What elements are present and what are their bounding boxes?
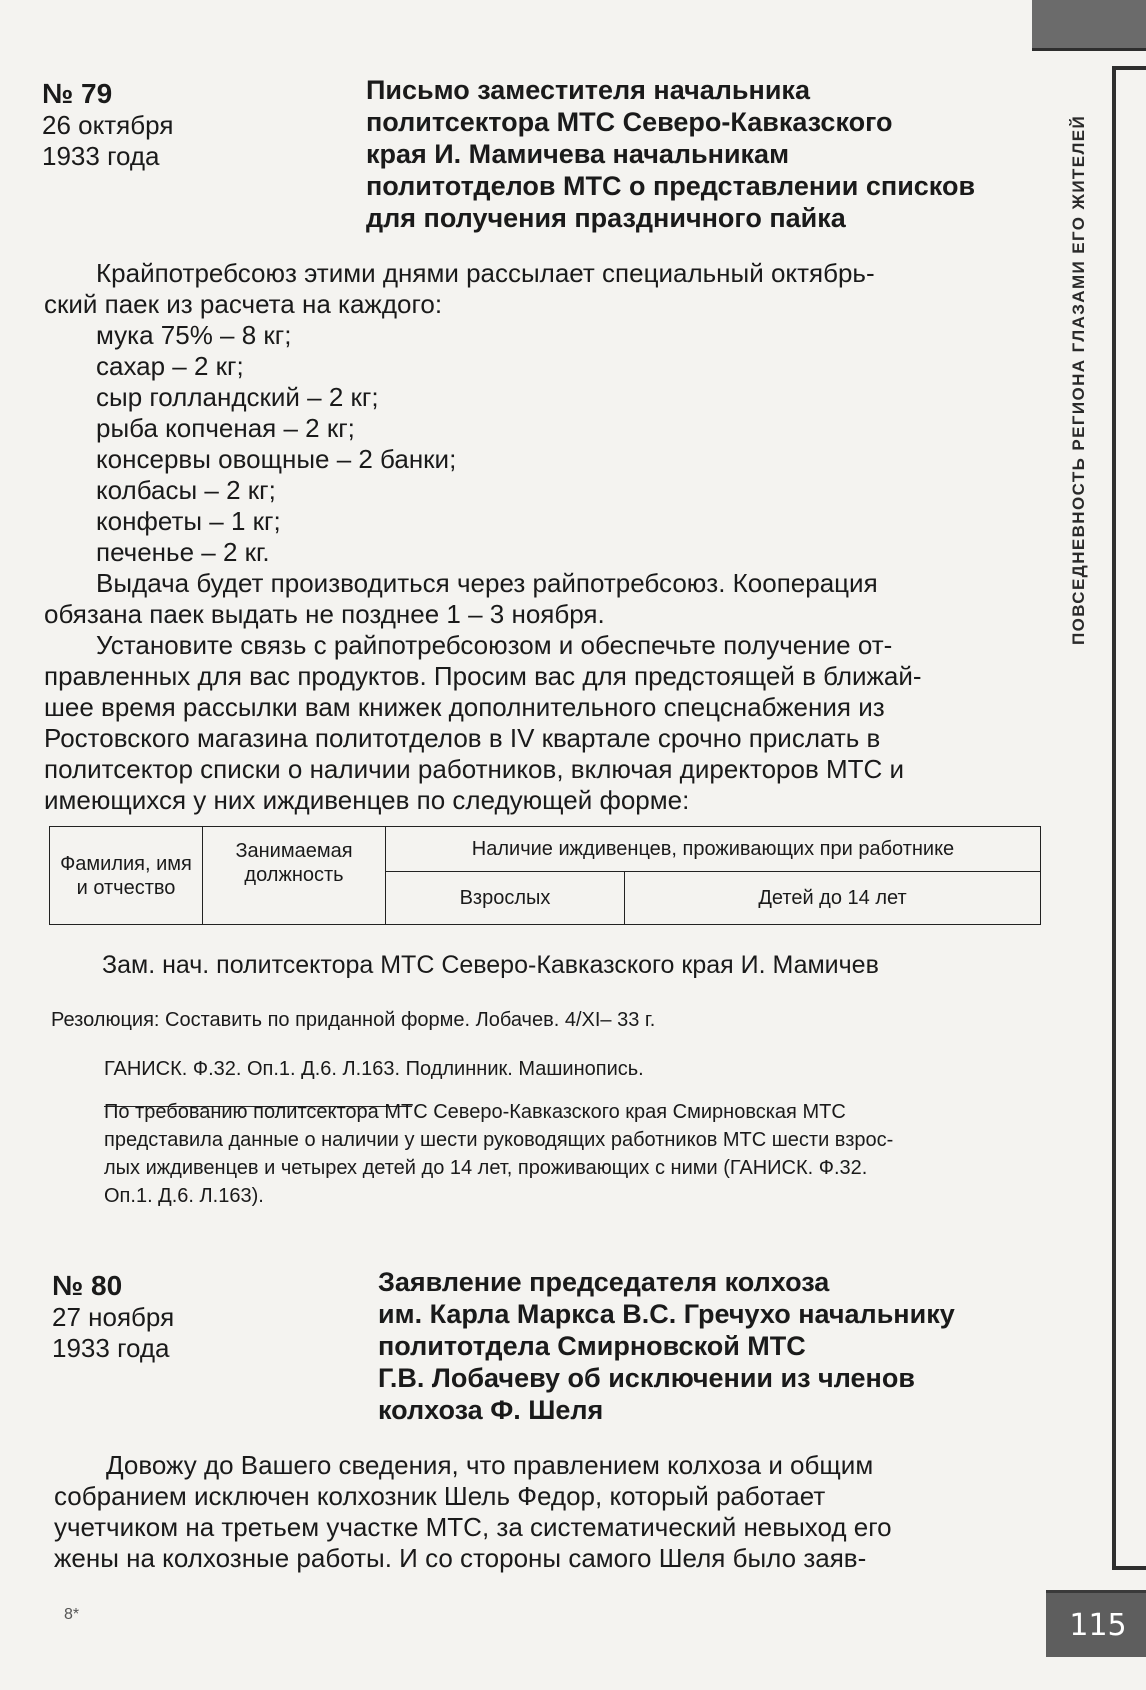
doc79-resolution: Резолюция: Составить по приданной форме. Лобачев. 4/XI– 33 г. <box>51 1009 656 1031</box>
doc79-body <box>44 258 1034 816</box>
body-line: учетчиком на третьем участке МТС, за систематический невыход его <box>54 1512 892 1542</box>
subheader-adults: Взрослых <box>386 872 625 925</box>
doc80-meta <box>52 1270 174 1364</box>
body-line: политсектор списки о наличии работников, включая директоров МТС и <box>44 754 905 784</box>
side-frame <box>1112 66 1146 1570</box>
body-line: Довожу до Вашего сведения, что правлением колхоза и общим <box>106 1450 874 1480</box>
list-item: колбасы – 2 кг; <box>96 475 276 505</box>
col-header-dependents: Наличие иждивенцев, проживающих при работнике <box>386 827 1041 872</box>
body-line: Установите связь с райпотребсоюзом и обеспечьте получение от- <box>96 630 893 660</box>
body-line: жены на колхозные работы. И со стороны самого Шеля было заяв- <box>54 1543 867 1573</box>
list-item: консервы овощные – 2 банки; <box>96 444 457 474</box>
doc80-number: № 80 <box>52 1270 123 1301</box>
list-item: сыр голландский – 2 кг; <box>96 382 379 412</box>
list-item: печенье – 2 кг. <box>96 537 270 567</box>
doc79-title <box>366 74 1046 234</box>
doc79-date-line1: 26 октября <box>42 110 174 140</box>
body-line: Ростовского магазина политотделов в IV квартале срочно прислать в <box>44 723 881 753</box>
doc79-meta <box>42 78 173 172</box>
body-line: ский паек из расчета на каждого: <box>44 289 443 319</box>
doc80-body <box>54 1450 1044 1574</box>
body-line: собранием исключен колхозник Шель Федор, который работает <box>54 1481 826 1511</box>
footnote-line: лых иждивенцев и четырех детей до 14 лет, проживающих с ними (ГАНИСК. Ф.32. <box>104 1157 868 1179</box>
list-item: сахар – 2 кг; <box>96 351 244 381</box>
list-item: рыба копченая – 2 кг; <box>96 413 355 443</box>
doc79-title-line: Письмо заместителя начальника <box>366 75 810 105</box>
running-header: ПОВСЕДНЕВНОСТЬ РЕГИОНА ГЛАЗАМИ ЕГО ЖИТЕЛЕЙ <box>1069 114 1088 646</box>
doc79-title-line: политотделов МТС о представлении списков <box>366 171 976 201</box>
doc80-title-line: им. Карла Маркса В.С. Гречухо начальнику <box>378 1299 955 1329</box>
body-line: шее время рассылки вам книжек дополнительного спецснабжения из <box>44 692 885 722</box>
doc79-title-line: края И. Мамичева начальникам <box>366 139 790 169</box>
body-line: Выдача будет производиться через райпотребсоюз. Кооперация <box>96 568 878 598</box>
page-number-text: 115 <box>1069 1607 1127 1643</box>
doc79-title-line: политсектора МТС Северо-Кавказского <box>366 107 893 137</box>
page-number <box>1046 1590 1146 1657</box>
body-line: правленных для вас продуктов. Просим вас для предстоящей в ближай- <box>44 661 922 691</box>
footnote-line: представила данные о наличии у шести руководящих работников МТС шести взрос- <box>104 1129 894 1151</box>
list-item: мука 75% – 8 кг; <box>96 320 292 350</box>
body-line: Крайпотребсоюз этими днями рассылает специальный октябрь- <box>96 258 875 288</box>
subheader-children: Детей до 14 лет <box>625 872 1041 925</box>
ration-list <box>44 320 1034 568</box>
doc79-title-line: для получения праздничного пайка <box>366 203 846 233</box>
doc79-signature: Зам. нач. политсектора МТС Северо-Кавказского края И. Мамичев <box>102 951 879 979</box>
doc80-title <box>378 1266 1038 1426</box>
doc80-title-line: Г.В. Лобачеву об исключении из членов <box>378 1363 915 1393</box>
doc79-footnote <box>104 1098 1042 1210</box>
doc79-archive-ref: ГАНИСК. Ф.32. Оп.1. Д.6. Л.163. Подлинник. Машинопись. <box>104 1058 644 1080</box>
doc80-date-line1: 27 ноября <box>52 1302 175 1332</box>
body-line: имеющихся у них иждивенцев по следующей форме: <box>44 785 690 815</box>
doc80-title-line: Заявление председателя колхоза <box>378 1267 830 1297</box>
doc80-title-line: колхоза Ф. Шеля <box>378 1395 604 1425</box>
doc79-number: № 79 <box>42 78 113 109</box>
col-header-name: Фамилия, имя и отчество <box>50 827 203 925</box>
doc80-title-line: политотдела Смирновской МТС <box>378 1331 806 1361</box>
body-line: обязана паек выдать не позднее 1 – 3 ноября. <box>44 599 605 629</box>
doc79-date-line2: 1933 года <box>42 141 160 171</box>
footnote-line: Оп.1. Д.6. Л.163). <box>104 1185 264 1207</box>
dependents-form-table <box>49 826 1041 925</box>
doc80-date-line2: 1933 года <box>52 1333 170 1363</box>
col-header-position: Занимаемая должность <box>203 827 386 925</box>
footnote-line: По требованию политсектора МТС Северо-Кавказского края Смирновская МТС <box>104 1101 846 1123</box>
signature-mark: 8* <box>64 1606 80 1623</box>
top-tab <box>1032 0 1146 51</box>
list-item: конфеты – 1 кг; <box>96 506 281 536</box>
